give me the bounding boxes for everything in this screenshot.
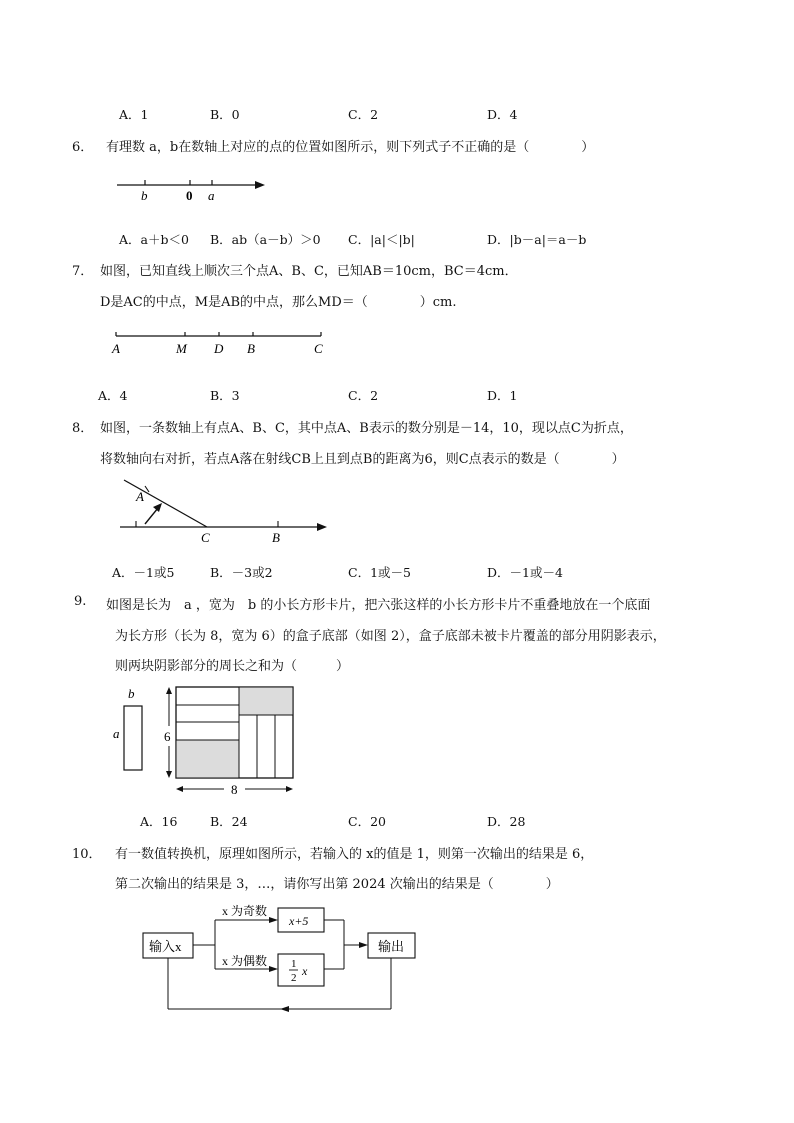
q8-fold-figure — [110, 474, 335, 546]
q8-option-b: B．－3或2 — [210, 565, 273, 580]
q6-option-a: A．a＋b＜0 — [119, 232, 189, 247]
q10-odd-op: x+5 — [289, 914, 309, 928]
q8-label-B: B — [272, 530, 280, 545]
q8-label-C: C — [201, 530, 210, 545]
q10-even-op-num: 1 — [291, 958, 297, 970]
q9-card-box-figure — [108, 680, 303, 800]
q6-number-line — [110, 172, 270, 204]
q7-label-C: C — [314, 341, 323, 356]
q9-stem-line2: 为长方形（长为 8，宽为 6）的盒子底部（如图 2），盒子底部未被卡片覆盖的部分用阴影表示， — [115, 629, 666, 644]
q6-stem: 有理数 a，b在数轴上对应的点的位置如图所示，则下列式子不正确的是（ ） — [106, 140, 595, 155]
q7-stem-line1: 如图，已知直线上顺次三个点A、B、C，已知AB＝10cm，BC＝4cm． — [100, 264, 518, 279]
q6-option-d: D．|b－a|＝a－b — [487, 232, 587, 247]
q7-option-b: B．3 — [210, 388, 240, 403]
q9-option-b: B．24 — [210, 814, 248, 829]
q8-label-A: A — [136, 489, 144, 504]
q10-even-label: x 为偶数 — [222, 954, 268, 968]
q5-option-a: A．1 — [119, 107, 149, 122]
q5-option-d: D．4 — [487, 107, 518, 122]
q7-stem-line2: D是AC的中点，M是AB的中点，那么MD＝（ ）cm. — [100, 295, 457, 310]
q10-even-op-var: x — [302, 964, 308, 978]
q7-label-D: D — [214, 341, 224, 356]
q9-label-b: b — [128, 686, 135, 701]
q9-option-a: A．16 — [140, 814, 178, 829]
q9-stem-line3: 则两块阴影部分的周长之和为（ ） — [115, 659, 350, 674]
q7-label-M: M — [176, 341, 187, 356]
q9-number: 9. — [74, 594, 87, 609]
q5-option-c: C．2 — [348, 107, 379, 122]
q7-line-figure — [110, 328, 330, 358]
q9-label-a: a — [113, 726, 120, 741]
q10-number: 10． — [72, 847, 102, 862]
q8-stem-line1: 如图，一条数轴上有点A、B、C，其中点A、B表示的数分别是－14，10，现以点C为折点， — [100, 421, 633, 436]
q10-stem-line1: 有一数值转换机，原理如图所示，若输入的 x的值是 1，则第一次输出的结果是 6， — [115, 847, 594, 862]
q9-option-c: C．20 — [348, 814, 386, 829]
q8-option-a: A．－1或5 — [112, 565, 175, 580]
q9-label-8: 8 — [231, 782, 238, 797]
q10-input-box: 输入x — [149, 939, 182, 954]
q8-stem-line2: 将数轴向右对折，若点A落在射线CB上且到点B的距离为6，则C点表示的数是（ ） — [100, 452, 625, 467]
q9-label-6: 6 — [164, 729, 171, 744]
q6-label-a: a — [208, 188, 215, 203]
q7-option-c: C．2 — [348, 388, 379, 403]
q10-even-op-den: 2 — [291, 972, 297, 984]
q10-stem-line2: 第二次输出的结果是 3，…，请你写出第 2024 次输出的结果是（ ） — [115, 877, 559, 892]
q7-option-d: D．1 — [487, 388, 518, 403]
q8-number: 8． — [72, 421, 94, 436]
q7-label-A: A — [112, 341, 120, 356]
q8-option-c: C．1或－5 — [348, 565, 411, 580]
q10-odd-label: x 为奇数 — [222, 904, 268, 918]
q10-output-box: 输出 — [378, 939, 405, 954]
q7-label-B: B — [247, 341, 255, 356]
q10-flowchart — [130, 898, 430, 1018]
q6-number: 6． — [72, 140, 94, 155]
q6-option-b: B．ab（a－b）＞0 — [210, 232, 321, 247]
q6-label-b: b — [141, 188, 148, 203]
q7-number: 7． — [72, 264, 94, 279]
q6-option-c: C．|a|＜|b| — [348, 232, 415, 247]
q9-stem-line1: 如图是长为 a ，宽为 b 的小长方形卡片，把六张这样的小长方形卡片不重叠地放在一个底面 — [106, 598, 651, 613]
q7-option-a: A．4 — [98, 388, 128, 403]
q9-option-d: D．28 — [487, 814, 526, 829]
q5-option-b: B．0 — [210, 107, 240, 122]
q6-label-0: 0 — [186, 188, 193, 203]
q8-option-d: D．－1或－4 — [487, 565, 563, 580]
